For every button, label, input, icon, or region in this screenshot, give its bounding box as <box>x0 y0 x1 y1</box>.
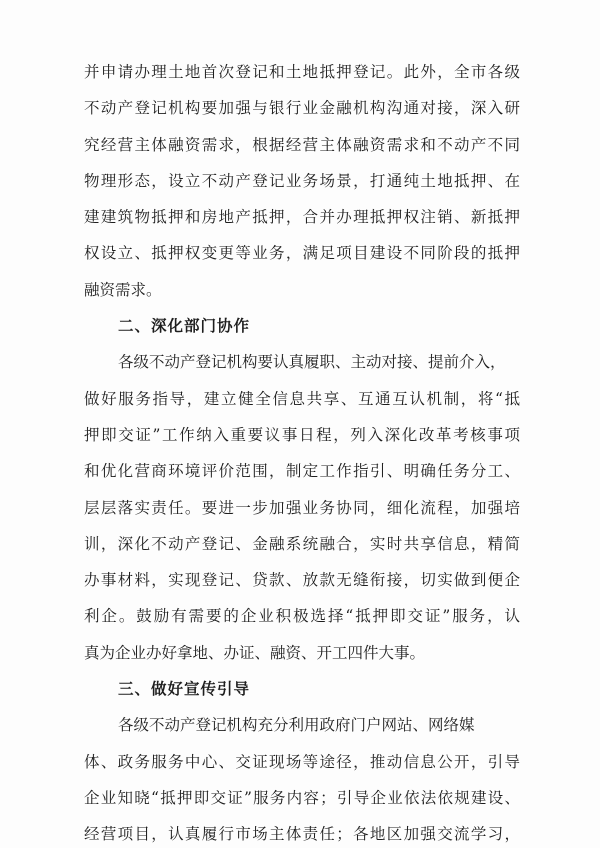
paragraph-line: 权设立、抵押权变更等业务，满足项目建设不同阶段的抵押 <box>84 244 520 263</box>
paragraph-line: 真为企业办好拿地、办证、融资、开工四件大事。 <box>84 643 426 662</box>
paragraph-line: 做好服务指导，建立健全信息共享、互通互认机制，将“抵 <box>84 389 520 408</box>
paragraph-line: 和优化营商环境评价范围，制定工作指引、明确任务分工、 <box>84 462 520 481</box>
paragraph-line: 各级不动产登记机构要认真履职、主动对接、提前介入， <box>118 353 506 372</box>
paragraph-line: 层层落实责任。要进一步加强业务协同，细化流程，加强培 <box>84 498 520 517</box>
paragraph-line: 利企。鼓励有需要的企业积极选择“抵押即交证”服务，认 <box>84 607 520 626</box>
paragraph-line: 不动产登记机构要加强与银行业金融机构沟通对接，深入研 <box>84 99 520 118</box>
paragraph-line: 经营项目，认真履行市场主体责任；各地区加强交流学习， <box>84 825 520 844</box>
paragraph-line: 企业知晓“抵押即交证”服务内容；引导企业依法依规建设、 <box>84 788 520 807</box>
paragraph-line: 融资需求。 <box>84 280 162 299</box>
paragraph-line: 各级不动产登记机构充分利用政府门户网站、网络媒 <box>118 716 475 735</box>
document-body <box>84 54 520 853</box>
paragraph-line: 究经营主体融资需求，根据经营主体融资需求和不动产不同 <box>84 135 520 154</box>
paragraph-line: 押即交证”工作纳入重要议事日程，列入深化改革考核事项 <box>84 425 520 444</box>
section-heading: 三、做好宣传引导 <box>118 680 251 699</box>
paragraph-line: 训，深化不动产登记、金融系统融合，实时共享信息，精简 <box>84 534 520 553</box>
paragraph-line: 并申请办理土地首次登记和土地抵押登记。此外，全市各级 <box>84 63 520 81</box>
section-heading: 二、深化部门协作 <box>118 317 251 336</box>
paragraph-line: 办事材料，实现登记、贷款、放款无缝衔接，切实做到便企 <box>84 571 520 590</box>
paragraph-line: 建建筑物抵押和房地产抵押，合并办理抵押权注销、新抵押 <box>84 208 520 227</box>
paragraph-line: 体、政务服务中心、交证现场等途径，推动信息公开，引导 <box>84 752 520 771</box>
paragraph-line: 物理形态，设立不动产登记业务场景，打通纯土地抵押、在 <box>84 171 520 190</box>
